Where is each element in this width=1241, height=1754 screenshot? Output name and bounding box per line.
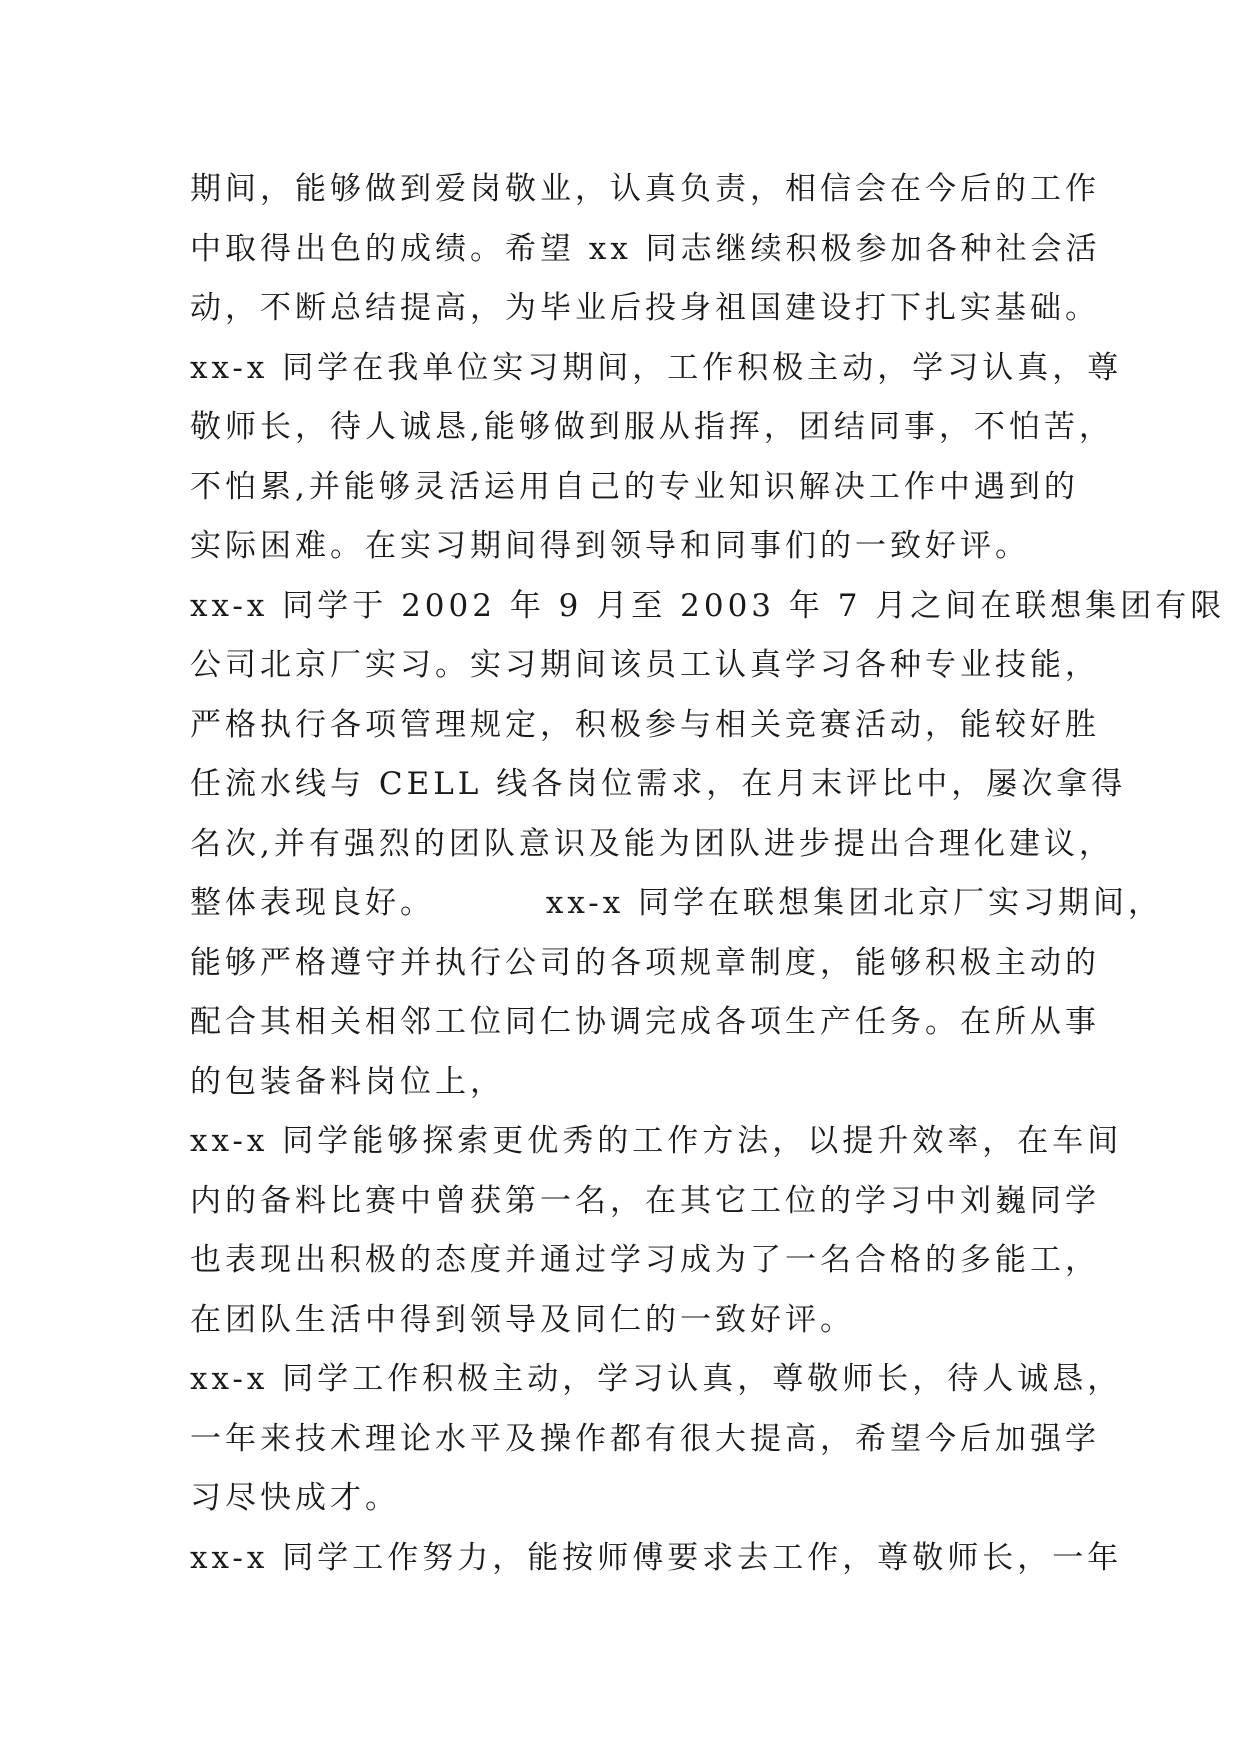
document-body xyxy=(190,160,1226,1588)
text-line: 在团队生活中得到领导及同仁的一致好评。 xyxy=(190,1301,855,1338)
text-line: xx-x 同学工作努力，能按师傅要求去工作，尊敬师长，一年 xyxy=(190,1539,1123,1576)
text-line: 严格执行各项管理规定，积极参与相关竞赛活动，能较好胜 xyxy=(190,706,1100,743)
text-line: 能够严格遵守并执行公司的各项规章制度，能够积极主动的 xyxy=(190,944,1100,981)
text-line: xx-x 同学能够探索更优秀的工作方法，以提升效率，在车间 xyxy=(190,1123,1123,1159)
text-line: xx-x 同学于 2002 年 9 月至 2003 年 7 月之间在联想集团有限 xyxy=(190,587,1226,624)
text-line: 名次,并有强烈的团队意识及能为团队进步提出合理化建议， xyxy=(190,825,1114,862)
text-line: 习尽快成才。 xyxy=(190,1480,400,1516)
text-line: 的包装备料岗位上， xyxy=(190,1063,505,1100)
text-line: 也表现出积极的态度并通过学习成为了一名合格的多能工， xyxy=(190,1242,1100,1278)
text-line: 配合其相关相邻工位同仁协调完成各项生产任务。在所从事 xyxy=(190,1004,1100,1040)
text-line: 不怕累,并能够灵活运用自己的专业知识解决工作中遇到的 xyxy=(190,468,1079,505)
text-line: 内的备料比赛中曾获第一名，在其它工位的学习中刘巍同学 xyxy=(190,1182,1100,1219)
text-line: 敬师长，待人诚恳,能够做到服从指挥，团结同事，不怕苦， xyxy=(190,409,1114,445)
text-line: 公司北京厂实习。实习期间该员工认真学习各种专业技能， xyxy=(190,647,1100,683)
text-line: 实际困难。在实习期间得到领导和同事们的一致好评。 xyxy=(190,528,1030,564)
text-line: 动，不断总结提高，为毕业后投身祖国建设打下扎实基础。 xyxy=(190,290,1100,326)
text-line: 任流水线与 CELL 线各岗位需求，在月末评比中，屡次拿得 xyxy=(190,766,1127,802)
text-line: 整体表现良好。 xx-x 同学在联想集团北京厂实习期间， xyxy=(190,885,1164,921)
text-line: xx-x 同学工作积极主动，学习认真，尊敬师长，待人诚恳， xyxy=(190,1361,1123,1397)
text-line: xx-x 同学在我单位实习期间，工作积极主动，学习认真，尊 xyxy=(190,349,1123,386)
text-line: 中取得出色的成绩。希望 xx 同志继续积极参加各种社会活 xyxy=(190,230,1101,267)
text-line: 一年来技术理论水平及操作都有很大提高，希望今后加强学 xyxy=(190,1420,1100,1457)
text-line: 期间，能够做到爱岗敬业，认真负责，相信会在今后的工作 xyxy=(190,171,1100,207)
